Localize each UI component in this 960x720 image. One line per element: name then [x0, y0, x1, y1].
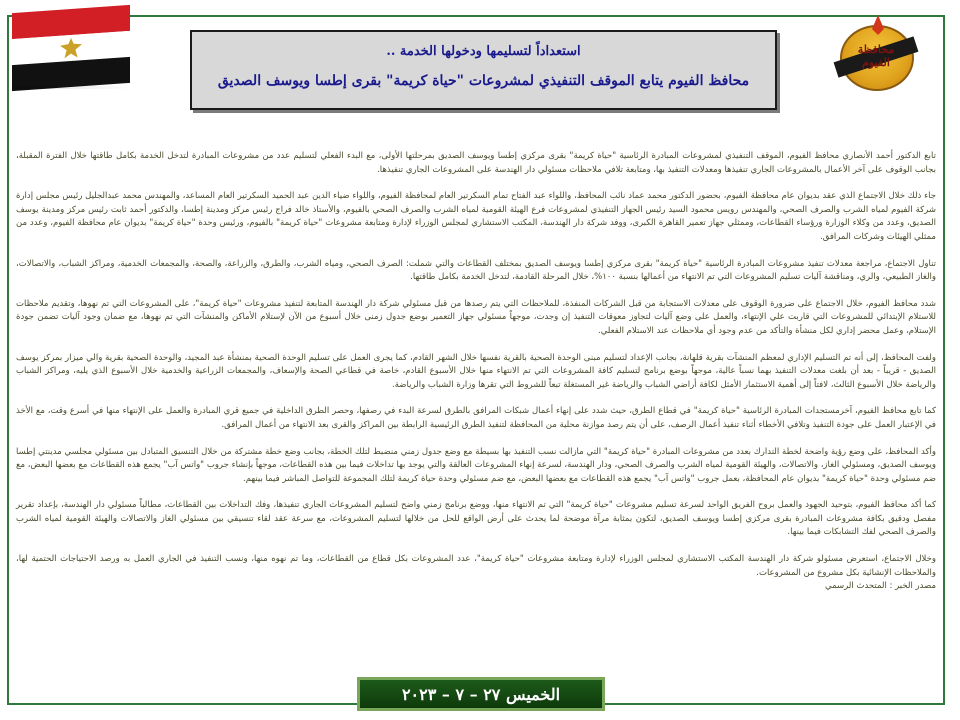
paragraph: شدد محافظ الفيوم، خلال الاجتماع على ضرورة الوقوف على معدلات الاستجابة من قبل الشركات المنفذة، للملاحظات التي يتم رصدها من قبل مسئولي شركة دار الهندسة المتابعة لتنفيذ مشروعات "حياة كريمة"، على المشروعات التي تم نهوها، وتقديم ملاحظات للاستلام الإبتدائي للمشروعات التي قاربت علي الإنتهاء، والعمل على وضع آليات لتجاوز معوقات التنفيذ إن وجدت، موجهاً مسئولي جهاز التعمير بوضع جدول زمنى خلال أسبوع من الآن لإستلام الأماكن والمنشآت التي تم نهوها، مع ضمان وجود آليات تضمن جودة الإستلام، وعمل محضر إداري لكل منشأة والتأكد من عدم وجود أي ملاحظات عند الاستلام الفعلي.: [16, 298, 936, 336]
paragraph-text: وخلال الاجتماع، استعرض مسئولو شركة دار الهندسة المكتب الاستشاري لمجلس الوزراء لإدارة ومتابعة مشروعات "حياة كريمة"، عدد المشروعات بكل قطاع من القطاعات، وما تم نهوه منها، ونسب التنفيذ في الجاري العمل به ورصد الاحتياجات الحتمية لها، والملاحظات الإنشائية بكل مشروع من المشروعات.: [16, 554, 936, 578]
paragraph: ولفت المحافظ، إلى أنه تم التسليم الإداري لمعظم المنشآت بقرية قلهانة، بجانب الإعداد لتسليم مبنى الوحدة الصحية بالقرية نفسها خلال الشهر القادم، كما يجرى العمل على تسليم الوحدة الصحية بمنشأة عبد المجيد، والوحدة الصحية بقرية والي ميزار بمركز يوسف الصديق - قريباً - بعد أن بلغت معدلات التنفيذ بهما نسباً عالية، موجهاً بوضع برنامج لتسليم كافة المشروعات التي تم الانتهاء منها خلال الأسبوع القادم، خاصة في قطاعي الصحة والإسعاف، والمجمعات الزراعية والخدمية خلال الأسبوع الذي يليه، ومراكز الشباب والرياضة خلال الأسبوع الثالث، لافتاً إلى أهمية الاستثمار الأمثل لكافة أراضي الشباب والرياضة غير المستغلة تبعاً للشروط التي تقرها وزارة الشباب والرياضة.: [16, 352, 936, 390]
paragraph: جاء ذلك خلال الاجتماع الذي عقد بديوان عام محافظة الفيوم، بحضور الدكتور محمد عماد نائب المحافظ، واللواء عبد الفتاح تمام السكرتير العام لمحافظة الفيوم، واللواء ضياء الدين عبد الحميد السكرتير العام المساعد، والمهندس محمد عبدالجليل رئيس مجلس إدارة شركة الفيوم لمياه الشرب والصرف الصحي، والمهندس رويس محمود السيد رئيس الجهاز التنفيذي لمشروعات فرع الهيئة القومية لمياه الشرب والصرف الصحي بالفيوم، والأستاذ خالد فراج رئيس مركز ومدينة إطسا، والدكتور أحمد ثابت رئيس مركز ومدينة يوسف الصديق، وعدد من وكلاء الوزارة ورؤساء القطاعات، وممثلي جهاز تعمير القاهرة الكبرى، ووفد شركة دار الهندسة، المكتب الاستشاري لمجلس الوزراء لإدارة ومتابعة مشروعات "حياة كريمة" بالفيوم، ورئيس وحدة "حياة كريمة" بديوان عام محافظة الفيوم، وعدد من ممثلي الهيئات وشركات المرافق.: [16, 191, 936, 242]
headline-kicker: استعداداً لتسليمها ودخولها الخدمة ..: [386, 44, 581, 59]
paragraph: كما تابع محافظ الفيوم، آخرمستجدات المبادرة الرئاسية "حياة كريمة" في قطاع الطرق، حيث شدد على إنهاء أعمال شبكات المرافق بالطرق لسرعة البدء في رصفها، وحصر الطرق الداخلية في جميع قري المبادرة والعمل على الإنتهاء منها في أسرع وقت، مع الأخذ في الإعتبار العمل على جودة التنفيذ وتلافي الأخطاء أثناء تنفيذ أعمال الرصف، على أن يتم رصد موازنة محلية من المحافظة لتنفيذ الطرق الرئيسية الرابطة بين المراكز والقرى بعد الانتهاء من أعمال المرافق.: [16, 406, 936, 430]
headline-box: [190, 30, 777, 110]
date-banner: الخميس ٢٧ – ٧ – ٢٠٢٣: [357, 677, 605, 711]
fayoum-governorate-logo: [832, 15, 920, 97]
paragraph: تناول الاجتماع، مراجعة معدلات تنفيذ مشروعات المبادرة الرئاسية "حياة كريمة" بقرى مركزي إطسا ويوسف الصديق بمختلف القطاعات والتي شملت: الصرف الصحي، ومياه الشرب، والطرق، والزراعة، والصحة، والمجمعات الخدمية، ومراكز الشباب، والاتصالات، والغاز الطبيعي، والري، ومناقشة آليات تسليم المشروعات التي تم الانتهاء من أعمالها بنسبة ١٠٠%، خلال المرحلة القادمة، لتدخل الخدمة بكامل طاقتها.: [16, 258, 936, 283]
logo-text: محافظة الفيوم: [857, 43, 895, 69]
paragraph: تابع الدكتور أحمد الأنصاري محافظ الفيوم، الموقف التنفيذي لمشروعات المبادرة الرئاسية "حياة كريمة" بقرى مركزي إطسا ويوسف الصديق بمرحلتها الأولى، مع البدء الفعلي لتسليم عدد من مشروعات المبادرة لتدخل الخدمة بكامل طاقتها خلال الفترة المقبلة، بجانب الوقوف على آخر الأعمال بالمشروعات الجاري تنفيذها ومعدلات التنفيذ بها، ومتابعة تلافي ملاحظات مسئولي دار الهندسة على المشروعات الجاري تنفيذها.: [16, 151, 936, 175]
egypt-flag: [12, 5, 130, 91]
paragraph: كما أكد محافظ الفيوم، بتوحيد الجهود والعمل بروح الفريق الواحد لسرعة تسليم مشروعات "حياة كريمة" التي تم الانتهاء منها، ووضع برنامج زمني واضح لتسليم المشروعات الجاري تنفيذها، وفك التداخلات بين القطاعات، مطالباً مسئولي دار الهندسة، بإعداد تقرير مفصل ودقيق بكافة مشروعات المبادرة بقرى مركزي إطسا ويوسف الصديق، لتكون بمثابة مرآة موضحة لما يحدث على أرض الواقع للحل من خلالها لتسليم المشروعات، مع سرعة عقد لقاء تنسيقي بين مسئولي الغاز والاتصالات والهيئة القومية لمياه الشرب والصرف الصحي لفك التشابكات فيما بينها.: [16, 500, 936, 538]
news-source: مصدر الخبر : المتحدث الرسمي: [825, 581, 936, 592]
eagle-icon: [60, 37, 82, 59]
headline-title: محافظ الفيوم يتابع الموقف التنفيذي لمشروعات "حياة كريمة" بقرى إطسا ويوسف الصديق: [217, 73, 750, 89]
paragraph: وأكد المحافظ، على وضع رؤية واضحة لخطة التدارك بعدد من مشروعات المبادرة "حياة كريمة" التي مازالت نسب التنفيذ بها بسيطة مع وضع جدول زمني منضبط لتلك الخطة، بجانب وضع خطة مشتركة من خلال التنسيق المتبادل بين مسئولي مجلسي مدينتي إطسا ويوسف الصديق، ومسئولي الغاز، والاتصالات، والهيئة القومية لمياه الشرب والصرف الصحي، ودار الهندسة، لسرعة إنهاء المشروعات العالقة والتي يوجد بها تداخلات فيما بين هذه القطاعات، موجهاً بإنشاء جروب "واتس آب" يجمع هذه القطاعات مع بعضها البعض، مع ضم مسئولي وحدة "حياة كريمة" بديوان عام المحافظة، بعمل جروب "واتس آب" يجمع هذه القطاعات مع بعضها البعض، مع ضم مسئولي وحدة حياة كريمة لتلك المجموعة للتواصل المباشر فيما بينهم.: [16, 446, 936, 484]
article-body: [16, 150, 936, 670]
paragraph: [16, 553, 936, 594]
